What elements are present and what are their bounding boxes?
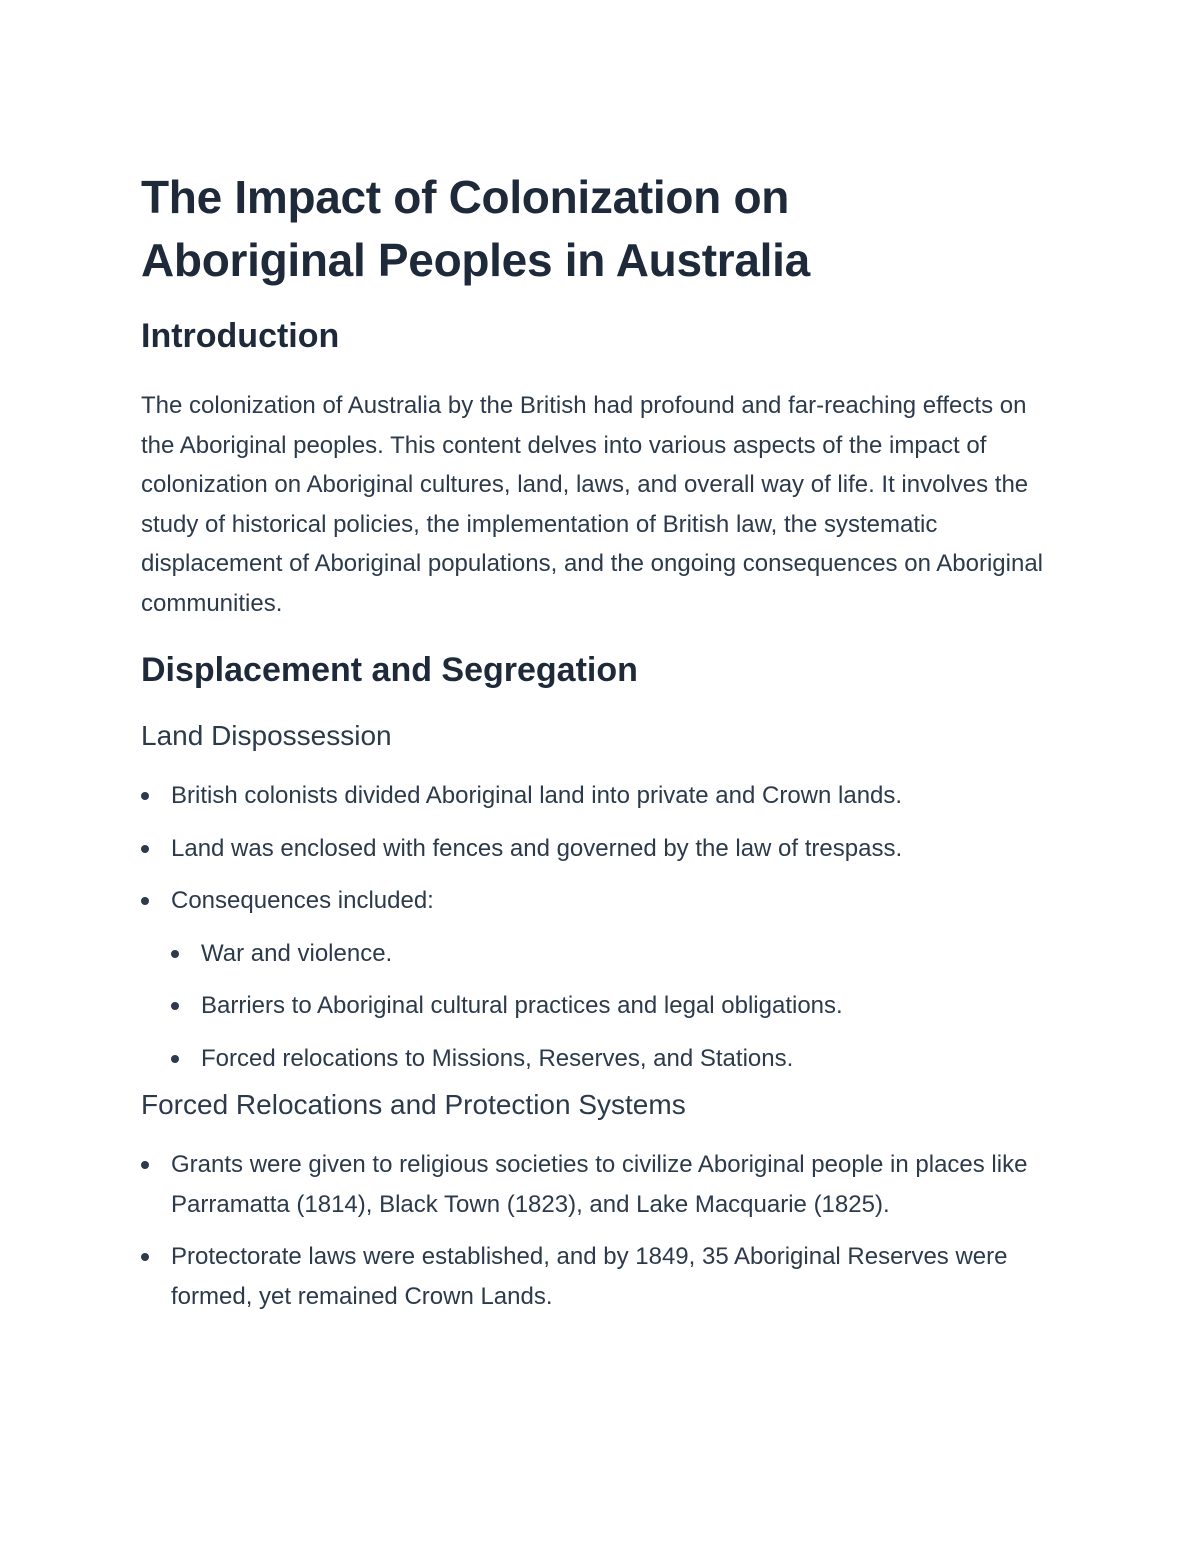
- bullet-icon: [141, 845, 149, 853]
- forced-relocations-list: [141, 1145, 1061, 1316]
- list-item: [141, 829, 1061, 869]
- displacement-heading: Displacement and Segregation: [141, 651, 638, 689]
- list-item-text: War and violence.: [201, 939, 393, 967]
- list-item: [141, 776, 1061, 816]
- list-item: [171, 986, 1061, 1026]
- list-item: [141, 1237, 1061, 1316]
- list-item: [171, 1039, 1061, 1079]
- list-item-text: Land was enclosed with fences and governed by the law of trespass.: [171, 834, 903, 862]
- list-item-text: Forced relocations to Missions, Reserves, and Stations.: [201, 1044, 794, 1072]
- list-item-text: Barriers to Aboriginal cultural practices and legal obligations.: [201, 992, 843, 1019]
- list-item-text: Grants were given to religious societies to civilize Aboriginal people in places like Parramatta (1814), Black Town (1823), and Lake Macquarie (1825).: [171, 1151, 1028, 1218]
- title-line-1: The Impact of Colonization on: [141, 171, 790, 223]
- list-item: [171, 934, 1061, 974]
- introduction-heading: Introduction: [141, 317, 340, 355]
- bullet-icon: [171, 950, 179, 958]
- list-item-text: Consequences included:: [171, 887, 434, 914]
- document-title: [141, 166, 1061, 292]
- list-item-text: Protectorate laws were established, and by 1849, 35 Aboriginal Reserves were formed, yet remained Crown Lands.: [171, 1243, 1008, 1310]
- list-item: [141, 881, 1061, 1078]
- bullet-icon: [141, 1253, 149, 1261]
- land-dispossession-list: [141, 776, 1061, 1078]
- bullet-icon: [171, 1055, 179, 1063]
- bullet-icon: [171, 1002, 179, 1010]
- bullet-icon: [141, 897, 149, 905]
- forced-relocations-heading: Forced Relocations and Protection Systems: [141, 1089, 686, 1120]
- land-dispossession-heading: Land Dispossession: [141, 720, 392, 751]
- bullet-icon: [141, 1161, 149, 1169]
- list-item: [141, 1145, 1061, 1224]
- introduction-paragraph: The colonization of Australia by the British had profound and far-reaching effects on the Aboriginal peoples. This content delves into various aspects of the impact of colonization on Aboriginal cultures, land, laws, and overall way of life. It involves the study of historical policies, the implementation of British law, the systematic displacement of Aboriginal populations, and the ongoing consequences on Aboriginal communities.: [141, 392, 1043, 617]
- consequences-list: [141, 934, 1061, 1079]
- document-page: [141, 166, 1061, 1329]
- list-item-text: British colonists divided Aboriginal land into private and Crown lands.: [171, 782, 903, 809]
- title-line-2: Aboriginal Peoples in Australia: [141, 234, 810, 286]
- bullet-icon: [141, 792, 149, 800]
